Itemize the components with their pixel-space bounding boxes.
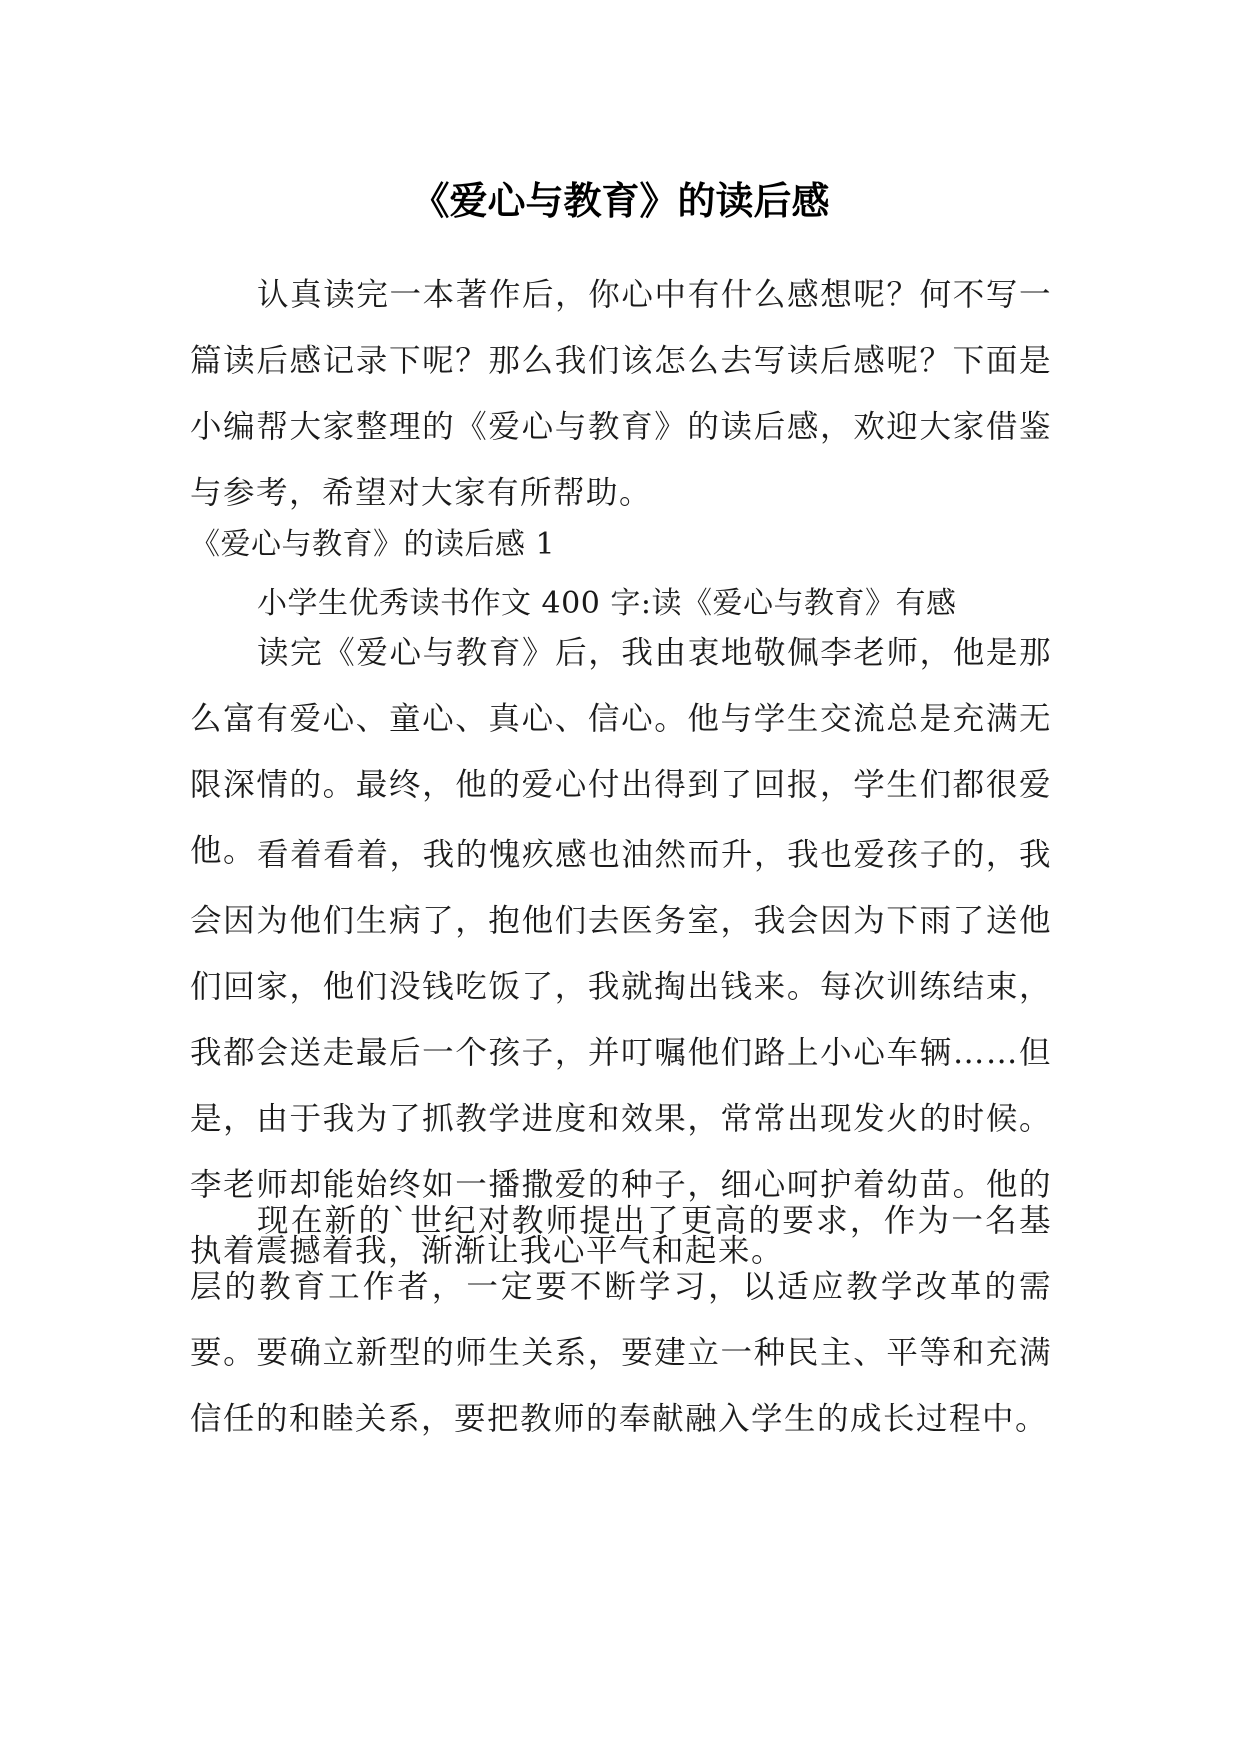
section-heading: 《爱心与教育》的读后感 1 xyxy=(190,527,556,562)
document-title: 《爱心与教育》的读后感 xyxy=(411,179,830,224)
body-paragraph-1: 读完《爱心与教育》后，我由衷地敬佩李老师，他是那么富有爱心、童心、真心、信心。他与学生交流总是充满无限深情的。最终，他的爱心付出得到了回报，学生们都很爱他。 xyxy=(190,635,1052,869)
body-paragraph-3: 现在新的`世纪对教师提出了更高的要求，作为一名基层的教育工作者，一定要不断学习，以适应教学改革的需要。要确立新型的师生关系，要建立一种民主、平等和充满信任的和睦关系，要把教师的奉献融入学生的成长过程中。 xyxy=(190,1203,1052,1437)
essay-title: 小学生优秀读书作文 400 字:读《爱心与教育》有感 xyxy=(257,586,957,621)
body-paragraph-2: 看着看着，我的愧疚感也油然而升，我也爱孩子的，我会因为他们生病了，抱他们去医务室，我会因为下雨了送他们回家，他们没钱吃饭了，我就掏出钱来。每次训练结束，我都会送走最后一个孩子，并叮嘱他们路上小心车辆……但是，由于我为了抓教学进度和效果，常常出现发火的时候。李老师却能始终如一播撒爱的种子，细心呵护着幼苗。他的执着震撼着我，渐渐让我心平气和起来。 xyxy=(190,837,1052,1269)
intro-paragraph: 认真读完一本著作后，你心中有什么感想呢？何不写一篇读后感记录下呢？那么我们该怎么去写读后感呢？下面是小编帮大家整理的《爱心与教育》的读后感，欢迎大家借鉴与参考，希望对大家有所帮助。 xyxy=(190,277,1052,511)
